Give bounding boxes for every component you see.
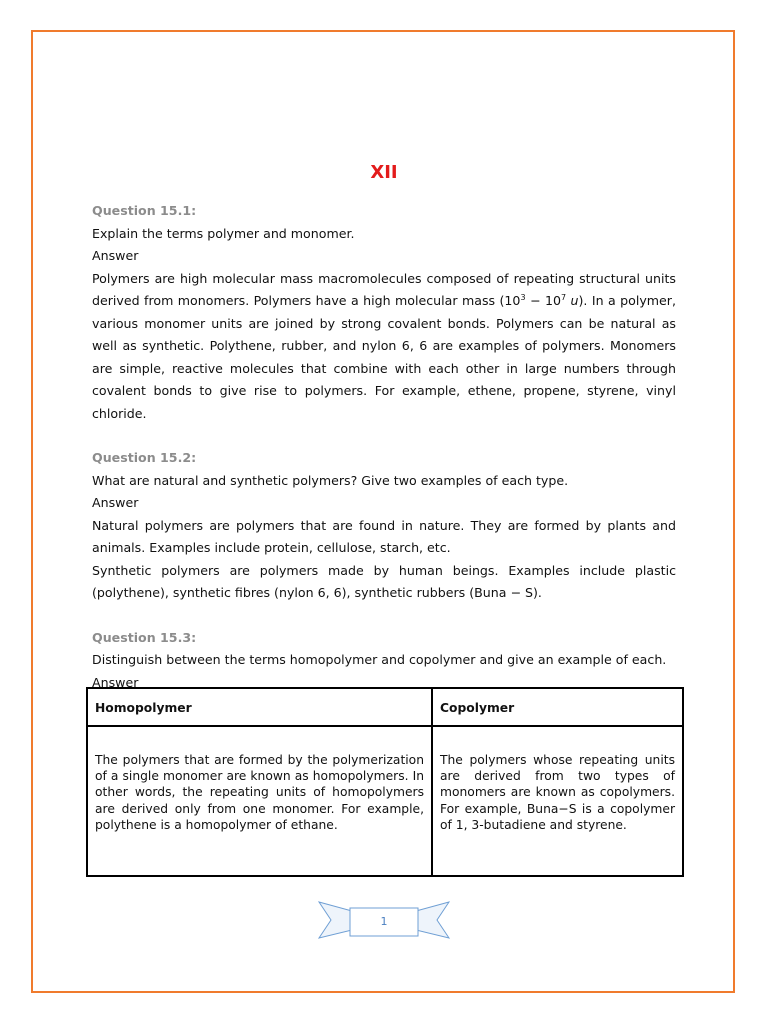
question-heading-15-2: Question 15.2: [92, 450, 197, 465]
answer-text-15-2-natural: Natural polymers are polymers that are found in nature. They are formed by plants and animals. Examples include protein, cellulose, starch, etc. [92, 517, 676, 555]
answer-text-dash: − 10 [525, 293, 561, 308]
question-text-15-2: What are natural and synthetic polymers? Give two examples of each type. [92, 472, 569, 488]
answer-text-part-2: ). In a polymer, various monomer units are joined by strong covalent bonds. Polymers can be natural as well as synthetic. Polythene, rubber, and nylon 6, 6 are examples of polymers. Monomers are simple, reactive molecules that combine with each other in large numbers through covalent bonds to give rise to polymers. For example, ethene, propene, styrene, vinyl chloride. [92, 293, 676, 421]
question-text-15-1: Explain the terms polymer and monomer. [92, 225, 355, 241]
cell-homopolymer-definition: The polymers that are formed by the polymerization of a single monomer are known as homopolymers. In other words, the repeating units of homopolymers are derived only from one monomer. For example, polythene is a homopolymer of ethane. [87, 726, 432, 876]
page-number: 1 [380, 915, 388, 928]
exponent-7: 7 [560, 292, 567, 302]
question-text-15-3: Distinguish between the terms homopolymer and copolymer and give an example of each. [92, 652, 667, 667]
question-heading-15-1: Question 15.1: [92, 203, 197, 218]
answer-label-15-1: Answer [92, 248, 139, 263]
exponent-3: 3 [520, 292, 526, 302]
table-row [87, 726, 683, 876]
answer-label-15-3: Answer [92, 674, 139, 690]
question-heading-15-3: Question 15.3: [92, 629, 197, 645]
comparison-table [86, 687, 684, 877]
answer-text-part-1: Polymers are high molecular mass macromolecules composed of repeating structural units derived from monomers. Polymers have a high molecular mass (10 [92, 270, 676, 308]
answer-text-15-1 [92, 268, 676, 426]
header-copolymer: Copolymer [432, 688, 683, 726]
table-header-row [87, 688, 683, 726]
answer-text-15-2-synthetic: Synthetic polymers are polymers made by human beings. Examples include plastic (polythene), synthetic fibres (nylon 6, 6), synthetic rubbers (Buna − S). [92, 562, 676, 600]
document-content [92, 200, 676, 694]
header-homopolymer: Homopolymer [87, 688, 432, 726]
page-title: XII [370, 162, 398, 183]
answer-label-15-2: Answer [92, 495, 139, 510]
unit-u: u [566, 293, 579, 308]
cell-copolymer-definition: The polymers whose repeating units are derived from two types of monomers are known as copolymers. For example, Buna−S is a copolymer of 1, 3-butadiene and styrene. [432, 726, 683, 876]
